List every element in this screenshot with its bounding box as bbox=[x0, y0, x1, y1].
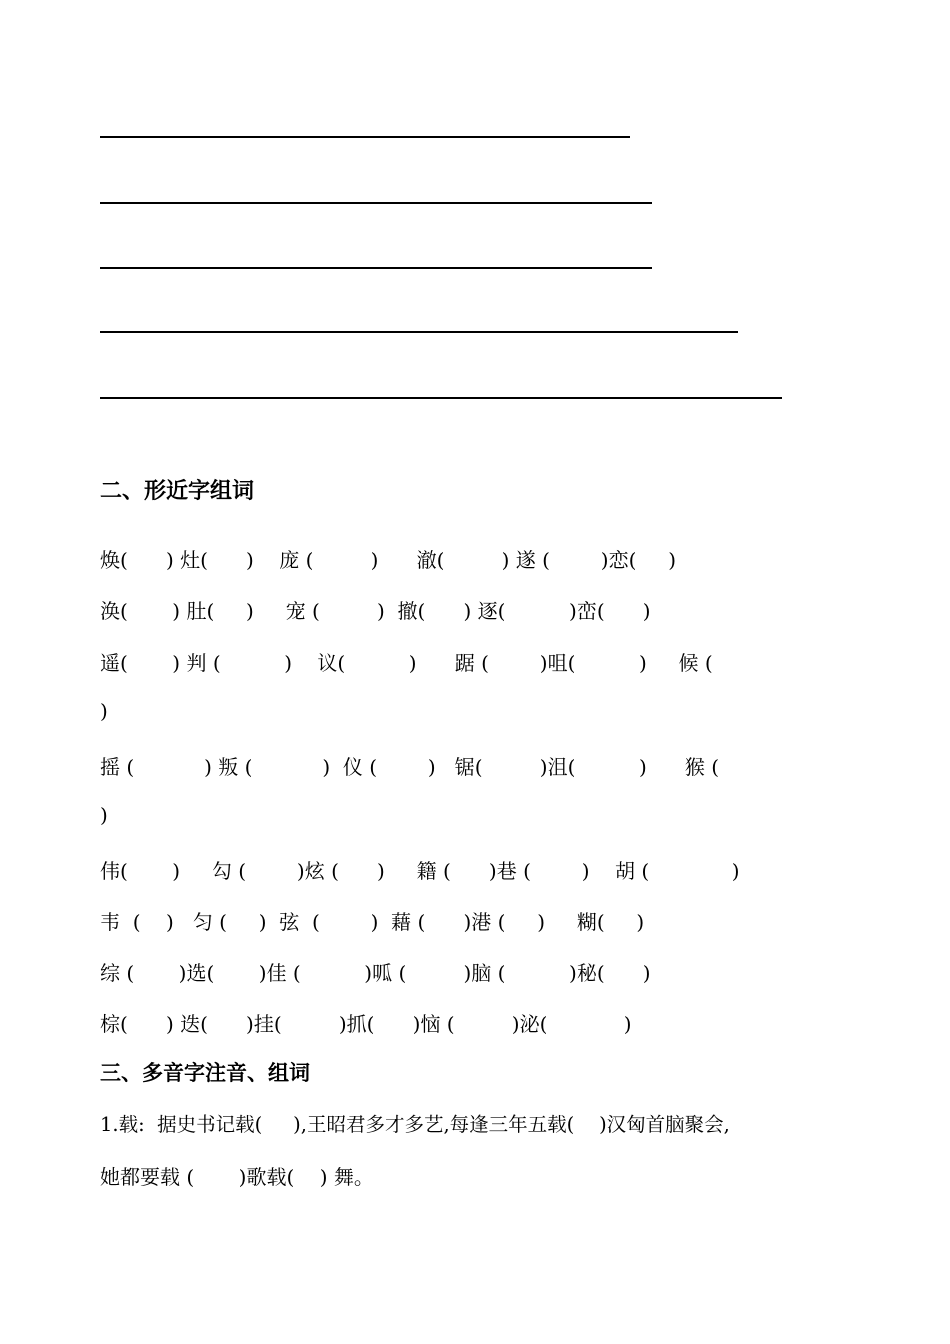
word-row-3-wrap: ) bbox=[100, 699, 108, 723]
word-row-4-wrap: ) bbox=[100, 803, 108, 827]
word-row-5: 伟( ) 勾 ( )炫 ( ) 籍 ( )巷 ( ) 胡 ( ) bbox=[100, 859, 740, 883]
word-row-1: 焕( ) 灶( ) 庞 ( ) 澈( ) 遂 ( )恋( ) bbox=[100, 548, 677, 572]
word-row-7: 综 ( )选( )佳 ( )呱 ( )脑 ( )秘( ) bbox=[100, 961, 651, 985]
answer-line-3 bbox=[100, 267, 652, 269]
answer-line-2 bbox=[100, 202, 652, 204]
section-3-heading: 三、多音字注音、组词 bbox=[100, 1060, 310, 1085]
answer-line-1 bbox=[100, 136, 630, 138]
section-2-heading: 二、形近字组词 bbox=[100, 478, 255, 504]
polyphone-item-1-line-2: 她都要载 ( )歌载( ) 舞。 bbox=[100, 1165, 374, 1189]
word-row-2: 涣( ) 肚( ) 宠 ( ) 撤( ) 逐( )峦( ) bbox=[100, 599, 651, 623]
word-row-6: 韦 ( ) 匀 ( ) 弦 ( ) 藉 ( )港 ( ) 糊( ) bbox=[100, 910, 645, 934]
polyphone-item-1-line-1: 1.载: 据史书记载( ),王昭君多才多艺,每逢三年五载( )汉匈首脑聚会, bbox=[100, 1113, 730, 1136]
word-row-4: 摇 ( ) 叛 ( ) 仪 ( ) 锯( )沮( ) 猴 ( bbox=[100, 755, 720, 779]
word-row-3: 遥( ) 判 ( ) 议( ) 踞 ( )咀( ) 候 ( bbox=[100, 651, 713, 675]
answer-line-4 bbox=[100, 331, 738, 333]
word-row-8: 棕( ) 迭( )挂( )抓( )恼 ( )泌( ) bbox=[100, 1012, 632, 1036]
answer-line-5 bbox=[100, 397, 782, 399]
